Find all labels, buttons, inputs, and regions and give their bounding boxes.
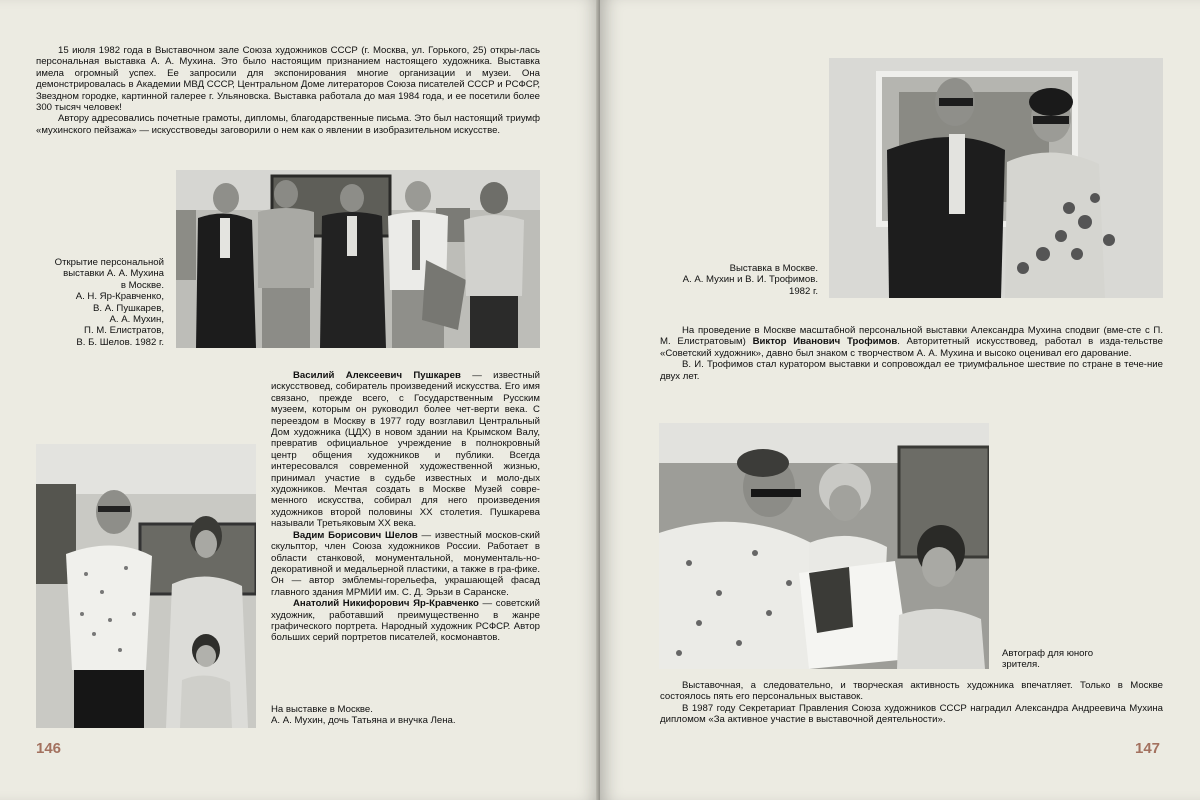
- bio-pushkarev: [271, 370, 540, 530]
- curator-paragraph: В. И. Трофимов стал куратором выставки и сопровождал ее триумфальное шествие по стране в тече-ние двух лет.: [660, 359, 1163, 382]
- page-number-right: 147: [1135, 740, 1161, 757]
- biographies: [271, 370, 540, 644]
- photo-mukhin-family-caption: [271, 704, 571, 727]
- caption-line: зрителя.: [1002, 659, 1040, 671]
- bio-yar-kravchenko: [271, 598, 540, 644]
- intro-text: [36, 45, 540, 136]
- bio-text: — известный искусствовед, собиратель произведений искусства. Его имя связано, прежде всего, с Государственным Русским музеем, которым он руководил более чет-верти века. С переездом в Москву в 1977 году возглавил Центральный Дом художника (ЦДХ) в новом здании на Крымском Валу, превратив официальное учреждение в полнокровный центр общения художников и публики. Всегда интересовался современной художественной жизнью, принимал участие в судьбе известных и моло-дых художников. Мечтая создать в Москве Музей совре-менного искусства, собирал для него произведения художников второй половины XX столетия. Пушкарева называли Третьяковым XX века.: [271, 370, 540, 530]
- caption-line: А. А. Мухин и В. И. Трофимов.: [682, 274, 818, 286]
- photo-autograph: [659, 423, 989, 669]
- photo-mukhin-trofimov: [829, 58, 1163, 298]
- trofimov-before: На проведение в Москве масштабной персональной выставки Александра Мухина сподвиг (вме-сте с П. М. Елистратовым): [660, 325, 1163, 348]
- bio-text: — известный москов-ский скульптор, член Союза художников России. Работает в области станковой, монументальной, монументаль-но-декоративной и медальерной пластики, а также в гра-фике. Он — автор эмблемы-горельефа, украшающей фасад главного здания МРМИИ им. С. Д. Эрьзи в Саранске.: [271, 529, 540, 598]
- caption-line: А. А. Мухин,: [109, 314, 164, 326]
- caption-line: в Москве.: [120, 279, 164, 291]
- caption-line: А. А. Мухин, дочь Татьяна и внучка Лена.: [271, 715, 456, 727]
- caption-line: В. А. Пушкарев,: [92, 302, 164, 314]
- caption-line: Открытие персональной: [54, 257, 164, 268]
- trofimov-paragraph: [660, 325, 1163, 359]
- bio-name: Анатолий Никифорович Яр-Кравченко: [293, 598, 479, 610]
- closing-paragraph-1: Выставочная, а следовательно, и творческая активность художника впечатляет. Только в Москве состоялось пять его персональных выставок.: [660, 680, 1163, 703]
- trofimov-name: Виктор Иванович Трофимов: [752, 336, 898, 348]
- caption-line: В. Б. Шелов. 1982 г.: [76, 336, 164, 348]
- trofimov-after: . Авторитетный искусствовед, работал в изда-тельстве «Советский художник», давно был знаком с творчеством А. А. Мухина и высоко оценивал его дарование.: [660, 336, 1163, 359]
- closing-paragraph-2: В 1987 году Секретариат Правления Союза художников СССР наградил Александра Андреевича Мухина дипломом «За активное участие в выставочной деятельности».: [660, 702, 1163, 726]
- intro-paragraph-1: 15 июля 1982 года в Выставочном зале Союза художников СССР (г. Москва, ул. Горького, 25) откры-лась персональная выставка А. А. Мухина. Это было настоящим признанием настоящего художника. Выставка имела огромный успех. Ее запросили для экспонирования многие организации и музеи. Она демонстрировалась в Академии МВД СССР, Центральном Доме литераторов Союза писателей СССР и РСФСР, Звездном городке, картинной галерее г. Ульяновска. Выставка работала до мая 1984 года, и ее посетили более 300 тысяч человек!: [36, 45, 540, 114]
- bio-name: Василий Алексеевич Пушкарев: [293, 370, 461, 381]
- photo-mukhin-family: [36, 444, 256, 728]
- photo-exhibition-opening: [176, 170, 540, 348]
- bio-shelov: [271, 530, 540, 598]
- caption-line: А. Н. Яр-Кравченко,: [75, 291, 164, 303]
- intro-paragraph-2: Автору адресовались почетные грамоты, дипломы, благодарственные письма. Это был настоящий триумф «мухинского пейзажа» — искусствоведы заговорили о нем как о явлении в изобразительном искусстве.: [36, 113, 540, 136]
- caption-line: Выставка в Москве.: [729, 263, 818, 274]
- caption-line: выставки А. А. Мухина: [63, 268, 164, 280]
- closing-text: [660, 680, 1163, 726]
- photo-exhibition-opening-caption: [30, 257, 164, 348]
- photo-mukhin-trofimov-caption: [660, 263, 818, 297]
- page-number-left: 146: [36, 740, 62, 757]
- caption-line: Автограф для юного: [1002, 648, 1094, 659]
- bio-text: — советский художник, работавший преимущественно в жанре графического портрета. Народный художник РСФСР. Автор больших серий портретов писателей, космонавтов.: [271, 598, 540, 644]
- photo-autograph-caption: [1002, 648, 1142, 671]
- caption-line: П. М. Елистратов,: [84, 325, 164, 337]
- bio-name: Вадим Борисович Шелов: [293, 529, 418, 541]
- caption-line: На выставке в Москве.: [271, 704, 373, 715]
- right-page: [600, 0, 1200, 800]
- caption-line: 1982 г.: [788, 285, 818, 297]
- trofimov-text: [660, 325, 1163, 382]
